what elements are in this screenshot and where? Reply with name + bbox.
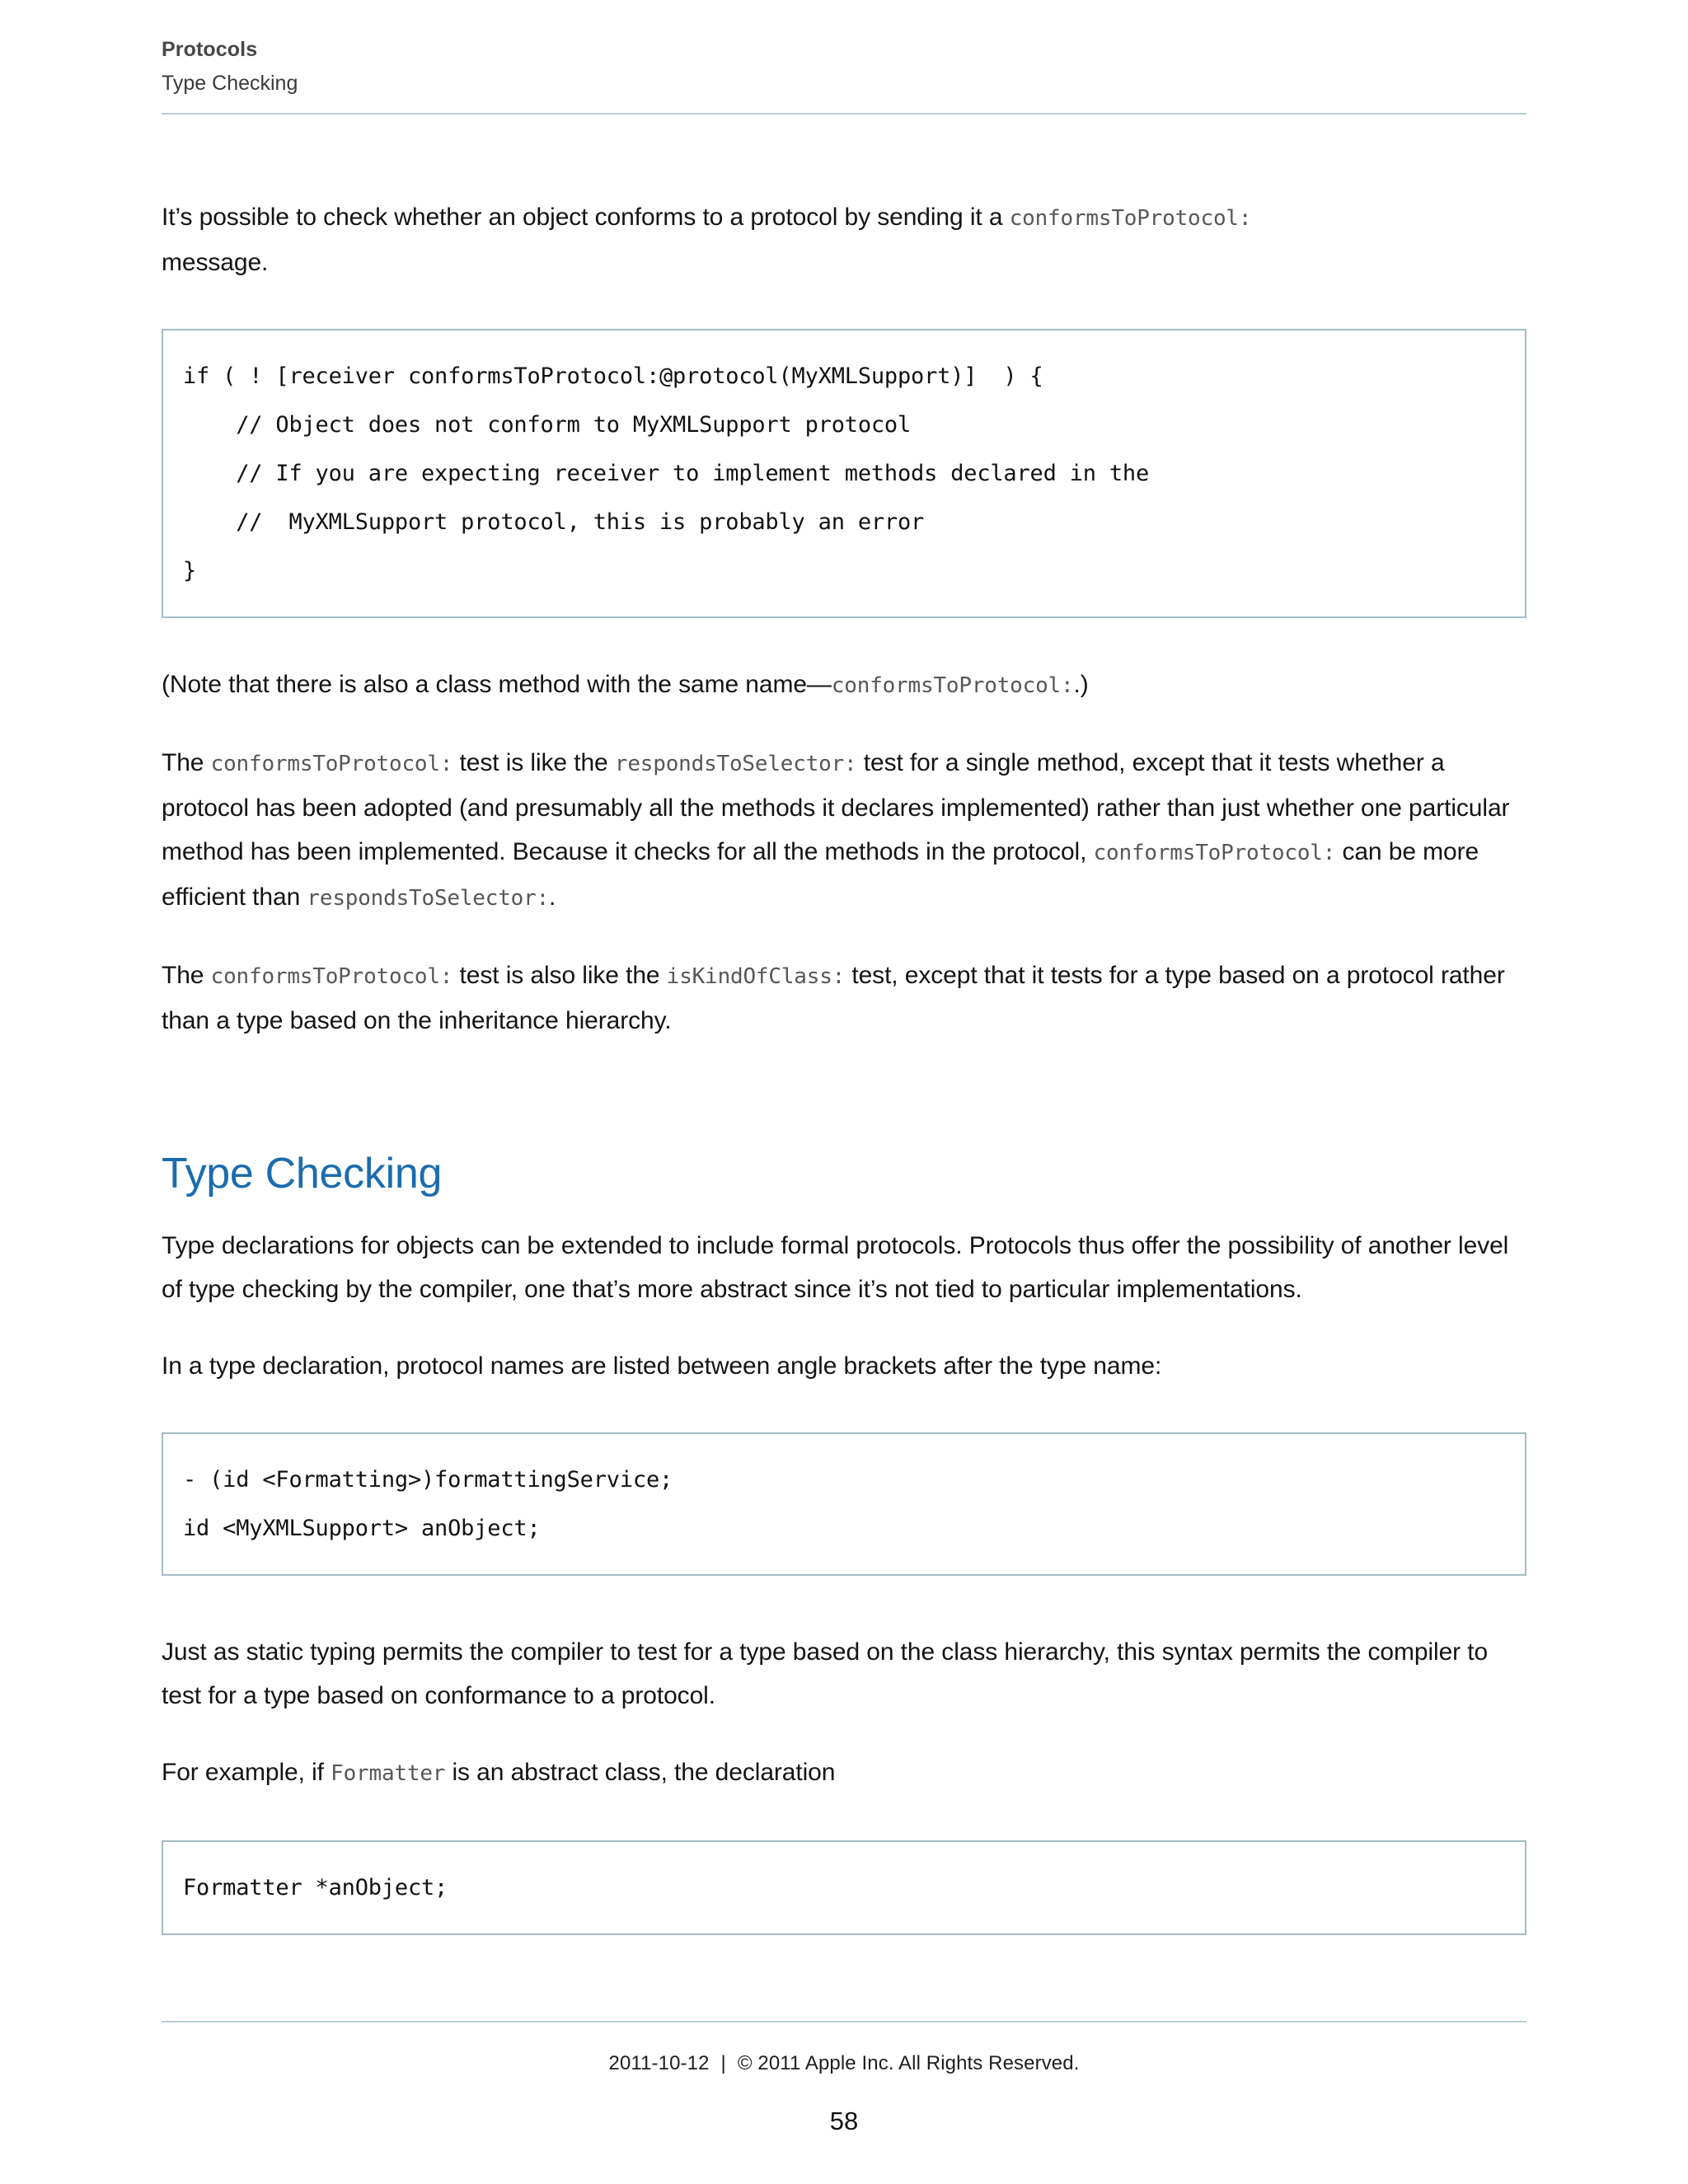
inline-code-conformstoprotocol: conformsToProtocol:	[1093, 840, 1336, 865]
paragraph-angle-brackets: In a type declaration, protocol names are listed between angle brackets after the type name:	[162, 1352, 1162, 1380]
running-header-section: Type Checking	[162, 71, 298, 95]
code-block-formatter-declaration	[162, 1840, 1526, 1935]
paragraph-text-continued: message.	[162, 248, 269, 276]
footer-separator: |	[720, 2052, 726, 2074]
paragraph-conforms-vs-iskindofclass	[162, 954, 1526, 1043]
code-line: // Object does not conform to MyXMLSupport protocol	[183, 411, 912, 438]
inline-code-conformstoprotocol: conformsToProtocol:	[210, 751, 453, 776]
spacer	[162, 1796, 1526, 1840]
paragraph-text: can be more efficient than	[162, 837, 1479, 911]
paragraph-conforms-intro	[162, 195, 1526, 284]
inline-code-conformstoprotocol: conformsToProtocol:	[831, 673, 1074, 698]
footer-copyright-line	[162, 2052, 1526, 2075]
spacer	[162, 1576, 1526, 1630]
paragraph-text: test for a single method, except that it tests whether a protocol has been adopted (and presumably all the methods it declares implemented) rather than just whether one particular method has been implemented. Because it checks for all the methods in the protocol,	[162, 748, 1510, 865]
paragraph-text: (Note that there is also a class method with the same name—	[162, 670, 832, 698]
running-header-chapter: Protocols	[162, 38, 258, 61]
paragraph-class-method-note	[162, 663, 1526, 708]
spacer	[162, 284, 1526, 329]
code-line: // If you are expecting receiver to implement methods declared in the	[183, 460, 1150, 486]
paragraph-text: It’s possible to check whether an object conforms to a protocol by sending it a	[162, 203, 1010, 231]
paragraph-text: The	[162, 748, 211, 776]
paragraph-text: test is like the	[452, 748, 615, 776]
code-line: // MyXMLSupport protocol, this is probably an error	[183, 509, 925, 535]
spacer	[162, 1718, 1526, 1750]
inline-code-conformstoprotocol: conformsToProtocol:	[1009, 205, 1252, 231]
paragraph-text: .	[549, 883, 556, 911]
paragraph-text-continued: .)	[1073, 670, 1089, 698]
paragraph-text: test, except that it tests for a type based on a protocol rather than a type based on the inheritance hierarchy.	[162, 961, 1505, 1034]
paragraph-text: The	[162, 961, 211, 989]
spacer	[162, 708, 1526, 741]
paragraph-conforms-vs-responds	[162, 741, 1526, 921]
code-line: if ( ! [receiver conformsToProtocol:@protocol(MyXMLSupport)] ) {	[183, 363, 1043, 389]
paragraph-text: is an abstract class, the declaration	[445, 1758, 836, 1786]
spacer	[162, 121, 1526, 195]
spacer	[162, 1199, 1526, 1224]
inline-code-iskindofclass: isKindOfClass:	[666, 963, 846, 989]
paragraph-text: For example, if	[162, 1758, 331, 1786]
spacer	[162, 1043, 1526, 1148]
inline-code-formatter: Formatter	[331, 1760, 446, 1786]
spacer	[162, 921, 1526, 954]
header-divider	[162, 113, 1526, 115]
code-block-type-declaration	[162, 1432, 1526, 1576]
paragraph-type-declarations: Type declarations for objects can be extended to include formal protocols. Protocols thus offer the possibility of another level of type checking by the compiler, one that’s more abstract since it’s not tied to particular implementations.	[162, 1231, 1509, 1303]
inline-code-respondstoselector: respondsToSelector:	[614, 751, 857, 776]
paragraph-formatter-example	[162, 1750, 1526, 1796]
code-line: - (id <Formatting>)formattingService;	[183, 1466, 673, 1493]
spacer	[162, 1311, 1526, 1344]
spacer	[162, 618, 1526, 663]
footer-divider	[162, 2021, 1526, 2022]
paragraph-static-typing: Just as static typing permits the compiler to test for a type based on the class hierarchy, this syntax permits the compiler to test for a type based on conformance to a protocol.	[162, 1638, 1489, 1709]
code-line: Formatter *anObject;	[183, 1874, 448, 1900]
paragraph-text: test is also like the	[452, 961, 667, 989]
spacer	[162, 1388, 1526, 1432]
running-header	[162, 0, 1526, 98]
footer-date: 2011-10-12	[608, 2052, 710, 2074]
code-line: id <MyXMLSupport> anObject;	[183, 1515, 541, 1541]
page-content	[162, 0, 1526, 1935]
footer-copyright: © 2011 Apple Inc. All Rights Reserved.	[737, 2052, 1080, 2074]
inline-code-conformstoprotocol: conformsToProtocol:	[210, 963, 453, 989]
code-block-conforms-check	[162, 329, 1526, 618]
section-heading-type-checking: Type Checking	[162, 1149, 443, 1197]
page-footer	[162, 2021, 1526, 2136]
page-number: 58	[829, 2107, 859, 2135]
inline-code-respondstoselector: respondsToSelector:	[307, 885, 550, 911]
code-line: }	[183, 557, 197, 583]
